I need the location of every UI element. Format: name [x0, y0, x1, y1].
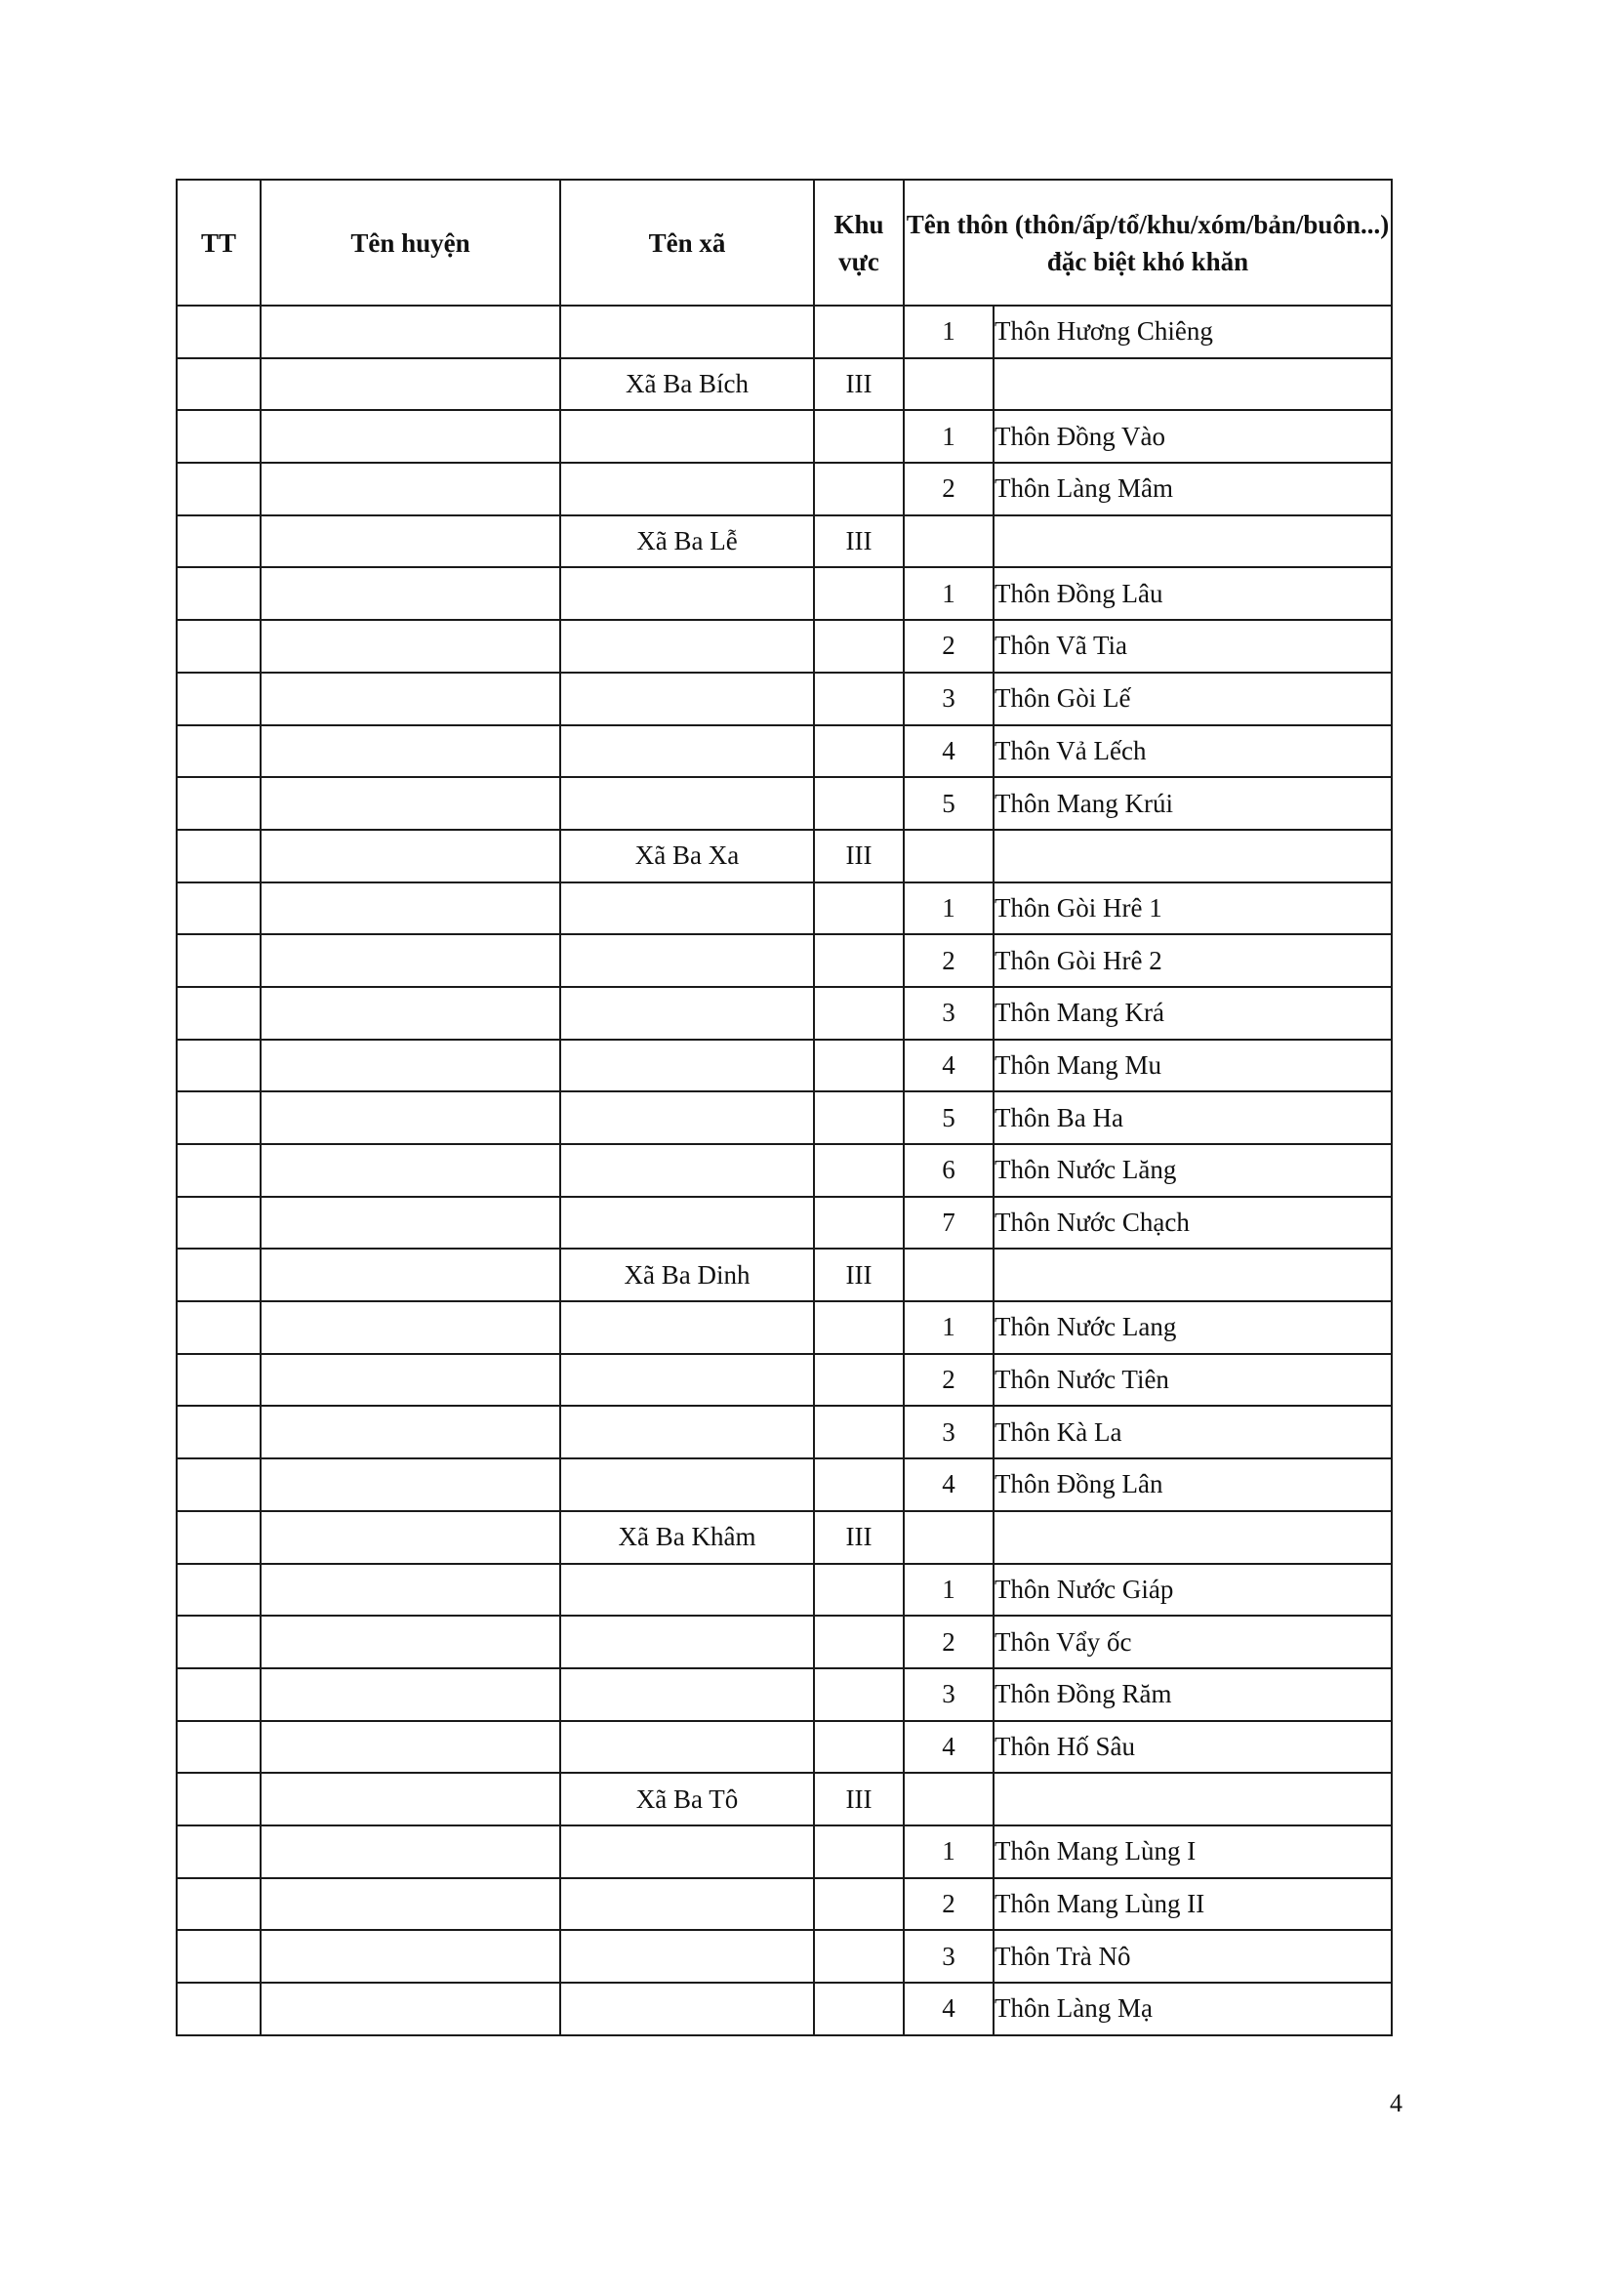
cell-ten-xa	[560, 1878, 814, 1931]
cell-ten-xa	[560, 1354, 814, 1407]
cell-ten-xa	[560, 567, 814, 620]
cell-stt: 4	[904, 1721, 994, 1774]
cell-ten-xa	[560, 1930, 814, 1983]
cell-ten-xa: Xã Ba Khâm	[560, 1511, 814, 1564]
header-ten-huyen: Tên huyện	[261, 180, 560, 306]
cell-khu-vuc	[814, 1983, 904, 2035]
page-number: 4	[1390, 2089, 1402, 2117]
cell-ten-thon: Thôn Đồng Lâu	[994, 567, 1392, 620]
table-row	[177, 987, 1392, 1040]
table-row	[177, 1354, 1392, 1407]
cell-ten-thon: Thôn Hương Chiêng	[994, 306, 1392, 358]
table-row	[177, 1825, 1392, 1878]
cell-ten-huyen	[261, 1406, 560, 1458]
table-row	[177, 934, 1392, 987]
table-row	[177, 1458, 1392, 1511]
cell-ten-huyen	[261, 1983, 560, 2035]
cell-khu-vuc	[814, 1301, 904, 1354]
cell-tt	[177, 410, 261, 463]
table-row	[177, 567, 1392, 620]
cell-ten-huyen	[261, 882, 560, 935]
table-row	[177, 1721, 1392, 1774]
cell-tt	[177, 515, 261, 568]
cell-tt	[177, 620, 261, 673]
cell-stt	[904, 1511, 994, 1564]
cell-ten-huyen	[261, 1825, 560, 1878]
cell-tt	[177, 1721, 261, 1774]
table-row	[177, 620, 1392, 673]
cell-ten-thon: Thôn Kà La	[994, 1406, 1392, 1458]
cell-ten-thon	[994, 1773, 1392, 1825]
cell-ten-huyen	[261, 1040, 560, 1092]
cell-ten-thon: Thôn Đồng Lân	[994, 1458, 1392, 1511]
cell-ten-huyen	[261, 1773, 560, 1825]
cell-tt	[177, 1878, 261, 1931]
cell-stt: 3	[904, 1406, 994, 1458]
cell-khu-vuc	[814, 1878, 904, 1931]
cell-ten-xa: Xã Ba Dinh	[560, 1249, 814, 1301]
cell-khu-vuc	[814, 620, 904, 673]
cell-ten-huyen	[261, 1249, 560, 1301]
cell-ten-xa: Xã Ba Tô	[560, 1773, 814, 1825]
cell-ten-huyen	[261, 620, 560, 673]
table-row	[177, 1616, 1392, 1668]
cell-ten-huyen	[261, 934, 560, 987]
cell-stt: 2	[904, 934, 994, 987]
table-row	[177, 1144, 1392, 1197]
cell-stt: 5	[904, 1091, 994, 1144]
cell-ten-thon: Thôn Đồng Vào	[994, 410, 1392, 463]
cell-ten-xa: Xã Ba Bích	[560, 358, 814, 411]
cell-stt: 4	[904, 1040, 994, 1092]
cell-ten-thon: Thôn Đồng Răm	[994, 1668, 1392, 1721]
cell-stt	[904, 358, 994, 411]
cell-tt	[177, 1773, 261, 1825]
cell-ten-xa	[560, 1301, 814, 1354]
cell-ten-thon: Thôn Gòi Lế	[994, 673, 1392, 725]
village-table	[176, 179, 1393, 2036]
cell-ten-xa	[560, 463, 814, 515]
cell-ten-huyen	[261, 515, 560, 568]
cell-tt	[177, 1249, 261, 1301]
cell-stt: 2	[904, 1354, 994, 1407]
cell-stt: 5	[904, 777, 994, 830]
cell-tt	[177, 463, 261, 515]
cell-ten-thon	[994, 1511, 1392, 1564]
cell-tt	[177, 1616, 261, 1668]
cell-ten-xa	[560, 1564, 814, 1617]
cell-ten-huyen	[261, 777, 560, 830]
table-row	[177, 1511, 1392, 1564]
cell-ten-xa	[560, 1825, 814, 1878]
cell-tt	[177, 1406, 261, 1458]
cell-ten-thon: Thôn Vẩy ốc	[994, 1616, 1392, 1668]
cell-ten-thon: Thôn Nước Lăng	[994, 1144, 1392, 1197]
cell-khu-vuc	[814, 567, 904, 620]
cell-stt: 3	[904, 1930, 994, 1983]
table-row	[177, 830, 1392, 882]
cell-stt: 1	[904, 1564, 994, 1617]
cell-tt	[177, 1091, 261, 1144]
cell-tt	[177, 1301, 261, 1354]
table-row	[177, 1040, 1392, 1092]
cell-ten-xa	[560, 1668, 814, 1721]
cell-khu-vuc	[814, 1406, 904, 1458]
cell-tt	[177, 830, 261, 882]
cell-ten-thon: Thôn Gòi Hrê 1	[994, 882, 1392, 935]
header-ten-xa: Tên xã	[560, 180, 814, 306]
cell-ten-thon: Thôn Hố Sâu	[994, 1721, 1392, 1774]
table-row	[177, 777, 1392, 830]
cell-ten-thon	[994, 515, 1392, 568]
cell-khu-vuc: III	[814, 515, 904, 568]
cell-ten-xa	[560, 620, 814, 673]
cell-ten-xa	[560, 725, 814, 778]
header-ten-thon: Tên thôn (thôn/ấp/tổ/khu/xóm/bản/buôn...) đặc biệt khó khăn	[904, 180, 1392, 306]
cell-ten-huyen	[261, 1091, 560, 1144]
cell-stt: 1	[904, 306, 994, 358]
cell-tt	[177, 1354, 261, 1407]
header-tt: TT	[177, 180, 261, 306]
cell-tt	[177, 777, 261, 830]
cell-khu-vuc	[814, 1721, 904, 1774]
cell-ten-thon: Thôn Mang Lùng I	[994, 1825, 1392, 1878]
cell-tt	[177, 1197, 261, 1250]
cell-ten-huyen	[261, 987, 560, 1040]
cell-ten-thon	[994, 358, 1392, 411]
cell-ten-thon: Thôn Làng Mâm	[994, 463, 1392, 515]
table-row	[177, 410, 1392, 463]
cell-stt: 3	[904, 1668, 994, 1721]
table-row	[177, 1930, 1392, 1983]
cell-ten-huyen	[261, 1511, 560, 1564]
cell-ten-huyen	[261, 463, 560, 515]
cell-tt	[177, 1511, 261, 1564]
cell-ten-xa	[560, 1406, 814, 1458]
cell-ten-thon	[994, 1249, 1392, 1301]
cell-khu-vuc	[814, 1458, 904, 1511]
cell-ten-huyen	[261, 358, 560, 411]
cell-ten-xa	[560, 777, 814, 830]
cell-khu-vuc	[814, 1144, 904, 1197]
cell-stt: 2	[904, 1616, 994, 1668]
cell-khu-vuc: III	[814, 1249, 904, 1301]
cell-ten-huyen	[261, 410, 560, 463]
cell-tt	[177, 358, 261, 411]
table-row	[177, 725, 1392, 778]
cell-ten-huyen	[261, 725, 560, 778]
table-header-row	[177, 180, 1392, 306]
cell-ten-thon: Thôn Mang Mu	[994, 1040, 1392, 1092]
cell-khu-vuc	[814, 934, 904, 987]
cell-tt	[177, 882, 261, 935]
cell-ten-thon: Thôn Nước Tiên	[994, 1354, 1392, 1407]
cell-tt	[177, 1144, 261, 1197]
table-row	[177, 1983, 1392, 2035]
cell-tt	[177, 1668, 261, 1721]
table-body	[177, 306, 1392, 2035]
cell-stt: 4	[904, 725, 994, 778]
cell-stt	[904, 830, 994, 882]
cell-ten-huyen	[261, 1930, 560, 1983]
cell-stt	[904, 515, 994, 568]
cell-stt	[904, 1773, 994, 1825]
cell-ten-xa	[560, 306, 814, 358]
table-row	[177, 1301, 1392, 1354]
cell-khu-vuc	[814, 1825, 904, 1878]
cell-ten-thon: Thôn Mang Krúi	[994, 777, 1392, 830]
table-row	[177, 358, 1392, 411]
cell-khu-vuc: III	[814, 830, 904, 882]
header-khu-vuc: Khu vực	[814, 180, 904, 306]
cell-ten-huyen	[261, 1616, 560, 1668]
cell-stt: 2	[904, 1878, 994, 1931]
cell-ten-huyen	[261, 1668, 560, 1721]
cell-khu-vuc	[814, 882, 904, 935]
cell-ten-thon	[994, 830, 1392, 882]
cell-ten-thon: Thôn Làng Mạ	[994, 1983, 1392, 2035]
table-row	[177, 673, 1392, 725]
cell-ten-thon: Thôn Trà Nô	[994, 1930, 1392, 1983]
cell-ten-thon: Thôn Nước Chạch	[994, 1197, 1392, 1250]
cell-ten-thon: Thôn Gòi Hrê 2	[994, 934, 1392, 987]
cell-ten-xa	[560, 1144, 814, 1197]
table-row	[177, 515, 1392, 568]
cell-tt	[177, 1458, 261, 1511]
cell-khu-vuc	[814, 1354, 904, 1407]
table-row	[177, 1406, 1392, 1458]
cell-stt: 1	[904, 1825, 994, 1878]
cell-khu-vuc	[814, 1668, 904, 1721]
cell-ten-xa: Xã Ba Lễ	[560, 515, 814, 568]
cell-khu-vuc: III	[814, 1511, 904, 1564]
cell-stt: 4	[904, 1458, 994, 1511]
table-row	[177, 1197, 1392, 1250]
cell-tt	[177, 1930, 261, 1983]
cell-ten-xa	[560, 1197, 814, 1250]
cell-ten-xa	[560, 987, 814, 1040]
cell-ten-huyen	[261, 567, 560, 620]
cell-khu-vuc	[814, 1197, 904, 1250]
cell-tt	[177, 673, 261, 725]
cell-ten-xa: Xã Ba Xa	[560, 830, 814, 882]
cell-khu-vuc	[814, 987, 904, 1040]
cell-ten-xa	[560, 1458, 814, 1511]
cell-ten-thon: Thôn Nước Giáp	[994, 1564, 1392, 1617]
cell-ten-huyen	[261, 1197, 560, 1250]
cell-ten-xa	[560, 1616, 814, 1668]
cell-ten-thon: Thôn Vã Tia	[994, 620, 1392, 673]
cell-ten-huyen	[261, 1144, 560, 1197]
cell-stt: 6	[904, 1144, 994, 1197]
cell-ten-huyen	[261, 1721, 560, 1774]
cell-ten-xa	[560, 882, 814, 935]
cell-tt	[177, 1040, 261, 1092]
cell-khu-vuc	[814, 725, 904, 778]
cell-ten-huyen	[261, 1458, 560, 1511]
cell-ten-xa	[560, 1091, 814, 1144]
table-row	[177, 463, 1392, 515]
cell-tt	[177, 306, 261, 358]
cell-stt: 1	[904, 882, 994, 935]
cell-khu-vuc	[814, 1091, 904, 1144]
cell-ten-huyen	[261, 673, 560, 725]
cell-khu-vuc: III	[814, 358, 904, 411]
cell-ten-huyen	[261, 830, 560, 882]
cell-stt: 2	[904, 620, 994, 673]
cell-stt: 1	[904, 410, 994, 463]
cell-khu-vuc	[814, 306, 904, 358]
cell-tt	[177, 934, 261, 987]
table-row	[177, 1878, 1392, 1931]
table-row	[177, 1668, 1392, 1721]
cell-ten-huyen	[261, 1301, 560, 1354]
cell-ten-huyen	[261, 1878, 560, 1931]
cell-ten-thon: Thôn Mang Krá	[994, 987, 1392, 1040]
cell-khu-vuc	[814, 777, 904, 830]
cell-tt	[177, 1825, 261, 1878]
cell-tt	[177, 567, 261, 620]
cell-stt: 2	[904, 463, 994, 515]
table-row	[177, 1773, 1392, 1825]
cell-khu-vuc	[814, 1564, 904, 1617]
cell-stt: 1	[904, 567, 994, 620]
cell-stt	[904, 1249, 994, 1301]
cell-tt	[177, 1983, 261, 2035]
cell-tt	[177, 1564, 261, 1617]
table-row	[177, 1249, 1392, 1301]
cell-khu-vuc: III	[814, 1773, 904, 1825]
cell-khu-vuc	[814, 410, 904, 463]
table-row	[177, 1091, 1392, 1144]
cell-khu-vuc	[814, 673, 904, 725]
table-row	[177, 306, 1392, 358]
table-row	[177, 882, 1392, 935]
cell-tt	[177, 725, 261, 778]
cell-ten-xa	[560, 1040, 814, 1092]
cell-stt: 7	[904, 1197, 994, 1250]
cell-stt: 1	[904, 1301, 994, 1354]
cell-stt: 4	[904, 1983, 994, 2035]
cell-ten-thon: Thôn Vả Lếch	[994, 725, 1392, 778]
cell-khu-vuc	[814, 463, 904, 515]
cell-tt	[177, 987, 261, 1040]
cell-ten-xa	[560, 1983, 814, 2035]
cell-ten-thon: Thôn Nước Lang	[994, 1301, 1392, 1354]
cell-stt: 3	[904, 987, 994, 1040]
cell-ten-xa	[560, 934, 814, 987]
cell-ten-xa	[560, 410, 814, 463]
cell-ten-xa	[560, 1721, 814, 1774]
table-row	[177, 1564, 1392, 1617]
cell-ten-thon: Thôn Mang Lùng II	[994, 1878, 1392, 1931]
cell-stt: 3	[904, 673, 994, 725]
cell-khu-vuc	[814, 1040, 904, 1092]
cell-khu-vuc	[814, 1616, 904, 1668]
cell-ten-huyen	[261, 306, 560, 358]
cell-ten-xa	[560, 673, 814, 725]
cell-ten-thon: Thôn Ba Ha	[994, 1091, 1392, 1144]
cell-ten-huyen	[261, 1354, 560, 1407]
cell-ten-huyen	[261, 1564, 560, 1617]
cell-khu-vuc	[814, 1930, 904, 1983]
